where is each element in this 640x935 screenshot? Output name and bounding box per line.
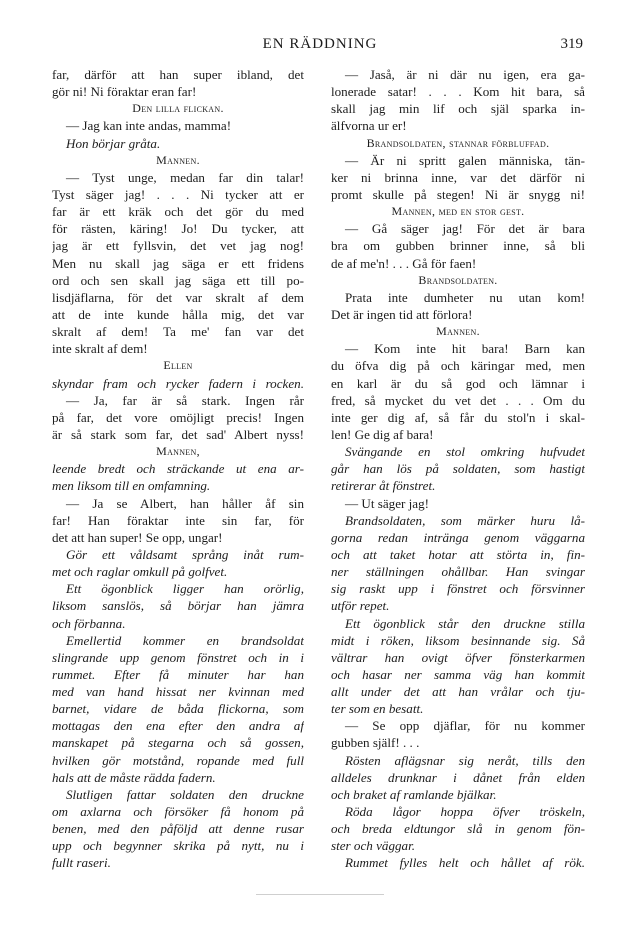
text-line: att de inte kunde hålla mig, det var bbox=[52, 306, 304, 322]
text-line: ner ställningen ohållbar. Han svingar bbox=[331, 564, 585, 580]
running-title: EN RÄDDNING bbox=[262, 36, 378, 52]
text-line: midt i röken, liksom besinnande sig. Så bbox=[331, 632, 585, 648]
text-line: Mannen. bbox=[156, 152, 200, 167]
text-line: rummet. Efter få minuter har han bbox=[52, 666, 304, 682]
text-line: utför repet. bbox=[331, 598, 390, 614]
text-line: Men nu skall jag säga er ett fridens bbox=[52, 255, 304, 271]
text-line: Rösten aflägsnar sig neråt, tills den bbox=[345, 752, 585, 768]
text-line: slingrande upp genom fönstret och in i bbox=[52, 649, 304, 665]
text-line: — Gå säger jag! För det är bara bbox=[345, 221, 585, 237]
text-line: och breda eldtungor slå in genom fön- bbox=[331, 821, 585, 837]
text-line: är så stark som far, det sad' Albert nyss! bbox=[52, 426, 304, 442]
text-line: upp och begynner skrika på nytt, nu i bbox=[52, 838, 304, 854]
text-line: far är ett kräk och det gör du med bbox=[52, 204, 304, 220]
text-line: och att taket hotar att störta in, fin- bbox=[331, 546, 585, 562]
text-line: Röda lågor hoppa öfver tröskeln, bbox=[345, 804, 585, 820]
text-line: Emellertid kommer en brandsoldat bbox=[66, 632, 304, 648]
text-line: de af me'n! . . . Gå för faen! bbox=[331, 255, 477, 271]
text-line: Ett ögonblick ligger han orörlig, bbox=[66, 581, 304, 597]
text-line: skralt af dem! Ta me' fan var det bbox=[52, 324, 304, 340]
text-line: skall jag min lif och själ sparka in- bbox=[331, 101, 585, 117]
text-line: Prata inte dumheter nu utan kom! bbox=[345, 289, 585, 305]
text-line: du öfva dig på och käringar med, men bbox=[331, 358, 585, 374]
bottom-rule bbox=[256, 894, 384, 895]
text-line: Svängande en stol omkring hufvudet bbox=[345, 444, 585, 460]
text-line: och förbanna. bbox=[52, 615, 126, 631]
text-line: alldeles drunknar i dånet från elden bbox=[331, 769, 585, 785]
text-line: ter som en besatt. bbox=[331, 701, 424, 717]
text-line: far, därför att han super ibland, det bbox=[52, 67, 304, 82]
text-line: Hon börjar gråta. bbox=[66, 135, 161, 151]
text-line: — Jag kan inte andas, mamma! bbox=[66, 118, 232, 134]
text-line: — Se opp djäflar, för nu kommer bbox=[345, 718, 585, 734]
text-line: hals att de måste rädda fadern. bbox=[52, 769, 216, 785]
text-line: ster och väggar. bbox=[331, 838, 416, 854]
text-line: manskapet på stegarna och så gossen, bbox=[52, 735, 304, 751]
text-line: promt skulle på stegen! Ni är snygg ni! bbox=[331, 186, 585, 202]
text-line: Slutligen fattar soldaten den druckne bbox=[66, 786, 304, 802]
text-line: älfvorna ur er! bbox=[331, 118, 407, 134]
text-line: gubben själf! . . . bbox=[331, 735, 420, 751]
text-line: mottagas den ena efter den andra af bbox=[52, 718, 304, 734]
right-text-column bbox=[331, 66, 585, 872]
left-text-column bbox=[52, 66, 304, 872]
text-line: jag är ett fyllsvin, det vet jag nog! bbox=[52, 238, 304, 254]
text-line: gör ni! Ni föraktar eran far! bbox=[52, 84, 197, 100]
text-line: Det är ingen tid att förlora! bbox=[331, 306, 473, 322]
text-line: vältrar han ovigt öfver fönsterkarmen bbox=[331, 649, 585, 665]
text-line: Brandsoldaten, som märker huru lå- bbox=[345, 512, 585, 528]
text-line: — Kom inte hit bara! Barn kan bbox=[345, 341, 585, 357]
text-line: Mannen, med en stor gest. bbox=[391, 204, 525, 219]
text-line: gorna redan intränga genom väggarna bbox=[331, 529, 585, 545]
text-line: leende bredt och sträckande ut ena ar- bbox=[52, 461, 304, 477]
text-line: inte ger dig af, så får du stol'n i skal- bbox=[331, 409, 585, 425]
text-line: på far, det vore omöjligt precis! Ingen bbox=[52, 409, 304, 425]
text-line: bra om gubben brinner inne, så bli bbox=[331, 238, 585, 254]
text-line: går han lös på soldaten, som hastigt bbox=[331, 461, 585, 477]
text-line: skyndar fram och rycker fadern i rocken. bbox=[52, 375, 304, 391]
text-line: — Ja, far är så stark. Ingen rår bbox=[66, 392, 304, 408]
text-line: — Tyst unge, medan far din talar! bbox=[66, 169, 304, 185]
text-line: barnet, vidare de båda flickorna, som bbox=[52, 701, 304, 717]
text-line: med van hand hissat ner kvinnan med bbox=[52, 684, 304, 700]
text-line: hvilken gör motstånd, ropande med full bbox=[52, 752, 304, 768]
text-line: len! Ge dig af bara! bbox=[331, 426, 434, 442]
text-line: sig raskt upp i fönstret och försvinner bbox=[331, 581, 585, 597]
text-line: Mannen, bbox=[156, 444, 200, 459]
text-line: fred, så mycket du vet det . . . Om du bbox=[331, 392, 585, 408]
text-line: för rästen, käring! Jo! Du tycker, att bbox=[52, 221, 304, 237]
text-line: met och raglar omkull på golfvet. bbox=[52, 564, 228, 580]
text-line: om axlarna och försöker få honom på bbox=[52, 804, 304, 820]
text-line: och hasar ner samma väg han kommit bbox=[331, 666, 585, 682]
text-line: ord och sen skall jag säga ett till po- bbox=[52, 272, 304, 288]
text-line: fullt raseri. bbox=[52, 855, 111, 871]
text-line: men liksom till en omfamning. bbox=[52, 478, 211, 494]
text-line: Gör ett våldsamt språng inåt rum- bbox=[66, 546, 304, 562]
text-line: far! Han föraktar inte sin far, för bbox=[52, 512, 304, 528]
text-line: inte skralt af dem! bbox=[52, 341, 148, 357]
text-line: Brandsoldaten, stannar förbluffad. bbox=[366, 135, 550, 150]
text-line: Brandsoldaten. bbox=[418, 272, 498, 287]
text-line: det att han super! Se opp, ungar! bbox=[52, 529, 223, 545]
text-line: Rummet fylles helt och hållet af rök. bbox=[345, 855, 585, 871]
text-line: allt under det att han vrålar och tju- bbox=[331, 684, 585, 700]
text-line: Ett ögonblick står den druckne stilla bbox=[345, 615, 585, 631]
text-line: lonerade satar! . . . Kom hit bara, så bbox=[331, 84, 585, 100]
text-line: och braket af ramlande bjälkar. bbox=[331, 786, 497, 802]
page-number: 319 bbox=[560, 36, 583, 52]
text-line: ker ni brinna inne, var det därför ni bbox=[331, 169, 585, 185]
text-line: Mannen. bbox=[436, 324, 480, 339]
text-line: Tyst säger jag! . . . Ni tycker att er bbox=[52, 186, 304, 202]
text-line: Ellen bbox=[163, 358, 193, 373]
text-line: — Ut säger jag! bbox=[345, 495, 429, 511]
text-line: Den lilla flickan. bbox=[132, 101, 224, 116]
text-line: — Jaså, är ni där nu igen, era ga- bbox=[345, 67, 585, 82]
text-line: — Är ni spritt galen människa, tän- bbox=[345, 152, 585, 168]
text-line: en karl är du så god och lämnar i bbox=[331, 375, 585, 391]
text-line: lisdjäflarna, för det var skralt af dem bbox=[52, 289, 304, 305]
text-line: retirerar åt fönstret. bbox=[331, 478, 436, 494]
text-line: benen, med den påföljd att denne rusar bbox=[52, 821, 304, 837]
text-line: liksom sanslös, så börjar han jämra bbox=[52, 598, 304, 614]
text-line: — Ja se Albert, han håller åf sin bbox=[66, 495, 304, 511]
